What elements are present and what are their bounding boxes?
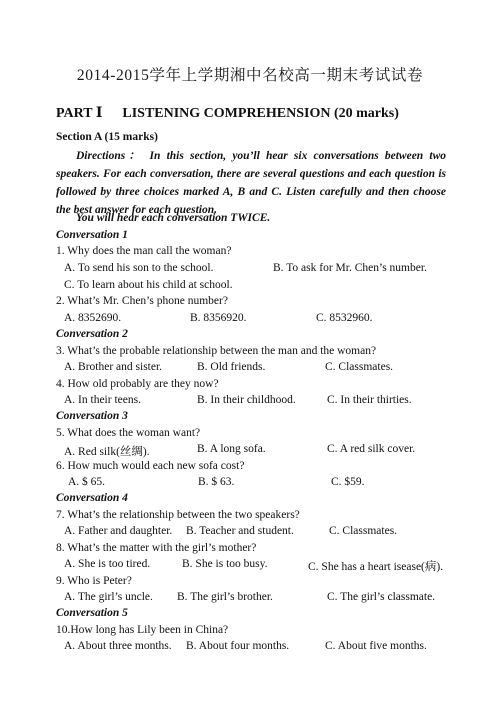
conversation-label: Conversation 5 bbox=[56, 607, 128, 619]
option-c: C. To learn about his child at school. bbox=[64, 279, 233, 291]
option-c: C. Classmates. bbox=[329, 525, 398, 537]
question-text: 2. What’s Mr. Chen’s phone number? bbox=[56, 295, 228, 307]
option-a: A. Red silk(丝绸). bbox=[64, 446, 150, 458]
option-c: C. About five months. bbox=[325, 640, 427, 652]
option-b: B. $ 63. bbox=[198, 476, 235, 488]
question-text: 8. What’s the matter with the girl’s mother? bbox=[56, 542, 257, 554]
directions-paragraph bbox=[56, 147, 446, 219]
option-a: A. To send his son to the school. bbox=[64, 262, 214, 274]
option-b: B. To ask for Mr. Chen’s number. bbox=[273, 262, 427, 274]
question-text: 6. How much would each new sofa cost? bbox=[56, 460, 245, 472]
directions-label: Directions： bbox=[76, 150, 144, 162]
option-c: C. Classmates. bbox=[325, 361, 394, 373]
option-c: C. The girl’s classmate. bbox=[327, 591, 436, 603]
question-text: 1. Why does the man call the woman? bbox=[56, 245, 232, 257]
conversation-label: Conversation 4 bbox=[56, 492, 128, 504]
twice-note: You will hear each conversation TWICE. bbox=[76, 212, 271, 224]
option-b: B. Teacher and student. bbox=[186, 525, 294, 537]
option-a: A. $ 65. bbox=[68, 476, 106, 488]
option-a: A. She is too tired. bbox=[64, 558, 151, 570]
option-c: C. A red silk cover. bbox=[327, 443, 416, 455]
option-b: B. She is too busy. bbox=[182, 558, 268, 570]
option-a: A. 8352690. bbox=[64, 312, 122, 324]
conversation-label: Conversation 2 bbox=[56, 328, 128, 340]
part-name: LISTENING COMPREHENSION (20 marks) bbox=[122, 106, 399, 121]
option-c: C. $59. bbox=[331, 476, 365, 488]
question-text: 4. How old probably are they now? bbox=[56, 378, 219, 390]
conversation-label: Conversation 1 bbox=[56, 229, 128, 241]
conversation-label: Conversation 3 bbox=[56, 410, 128, 422]
question-text: 5. What does the woman want? bbox=[56, 427, 201, 439]
question-text: 7. What’s the relationship between the two speakers? bbox=[56, 509, 300, 521]
option-b: B. About four months. bbox=[186, 640, 290, 652]
option-a: A. In their teens. bbox=[64, 394, 141, 406]
option-a: A. Brother and sister. bbox=[64, 361, 163, 373]
option-b: B. Old friends. bbox=[197, 361, 266, 373]
question-text: 9. Who is Peter? bbox=[56, 575, 132, 587]
option-b: B. 8356920. bbox=[190, 312, 247, 324]
question-text: 3. What’s the probable relationship between the man and the woman? bbox=[56, 345, 377, 357]
part-heading bbox=[56, 105, 399, 122]
option-c: C. She has a heart isease(病). bbox=[308, 561, 444, 573]
section-heading: Section A (15 marks) bbox=[56, 131, 158, 143]
option-b: B. In their childhood. bbox=[197, 394, 296, 406]
option-b: B. The girl’s brother. bbox=[177, 591, 273, 603]
part-number: PART Ⅰ bbox=[56, 106, 103, 121]
option-a: A. About three months. bbox=[64, 640, 172, 652]
option-a: A. The girl’s uncle. bbox=[64, 591, 153, 603]
option-c: C. In their thirties. bbox=[327, 394, 412, 406]
option-b: B. A long sofa. bbox=[197, 443, 266, 455]
option-a: A. Father and daughter. bbox=[64, 525, 173, 537]
directions-text: In this section, you’ll hear six conversations between two speakers. For each conversation, there are several questions and each question is followed by three choices marked A, B and C. Listen carefully and then choose the best answer for each question. bbox=[56, 150, 447, 216]
exam-title: 2014-2015学年上学期湘中名校高一期末考试试卷 bbox=[76, 67, 424, 84]
question-text: 10.How long has Lily been in China? bbox=[56, 624, 229, 636]
option-c: C. 8532960. bbox=[316, 312, 373, 324]
